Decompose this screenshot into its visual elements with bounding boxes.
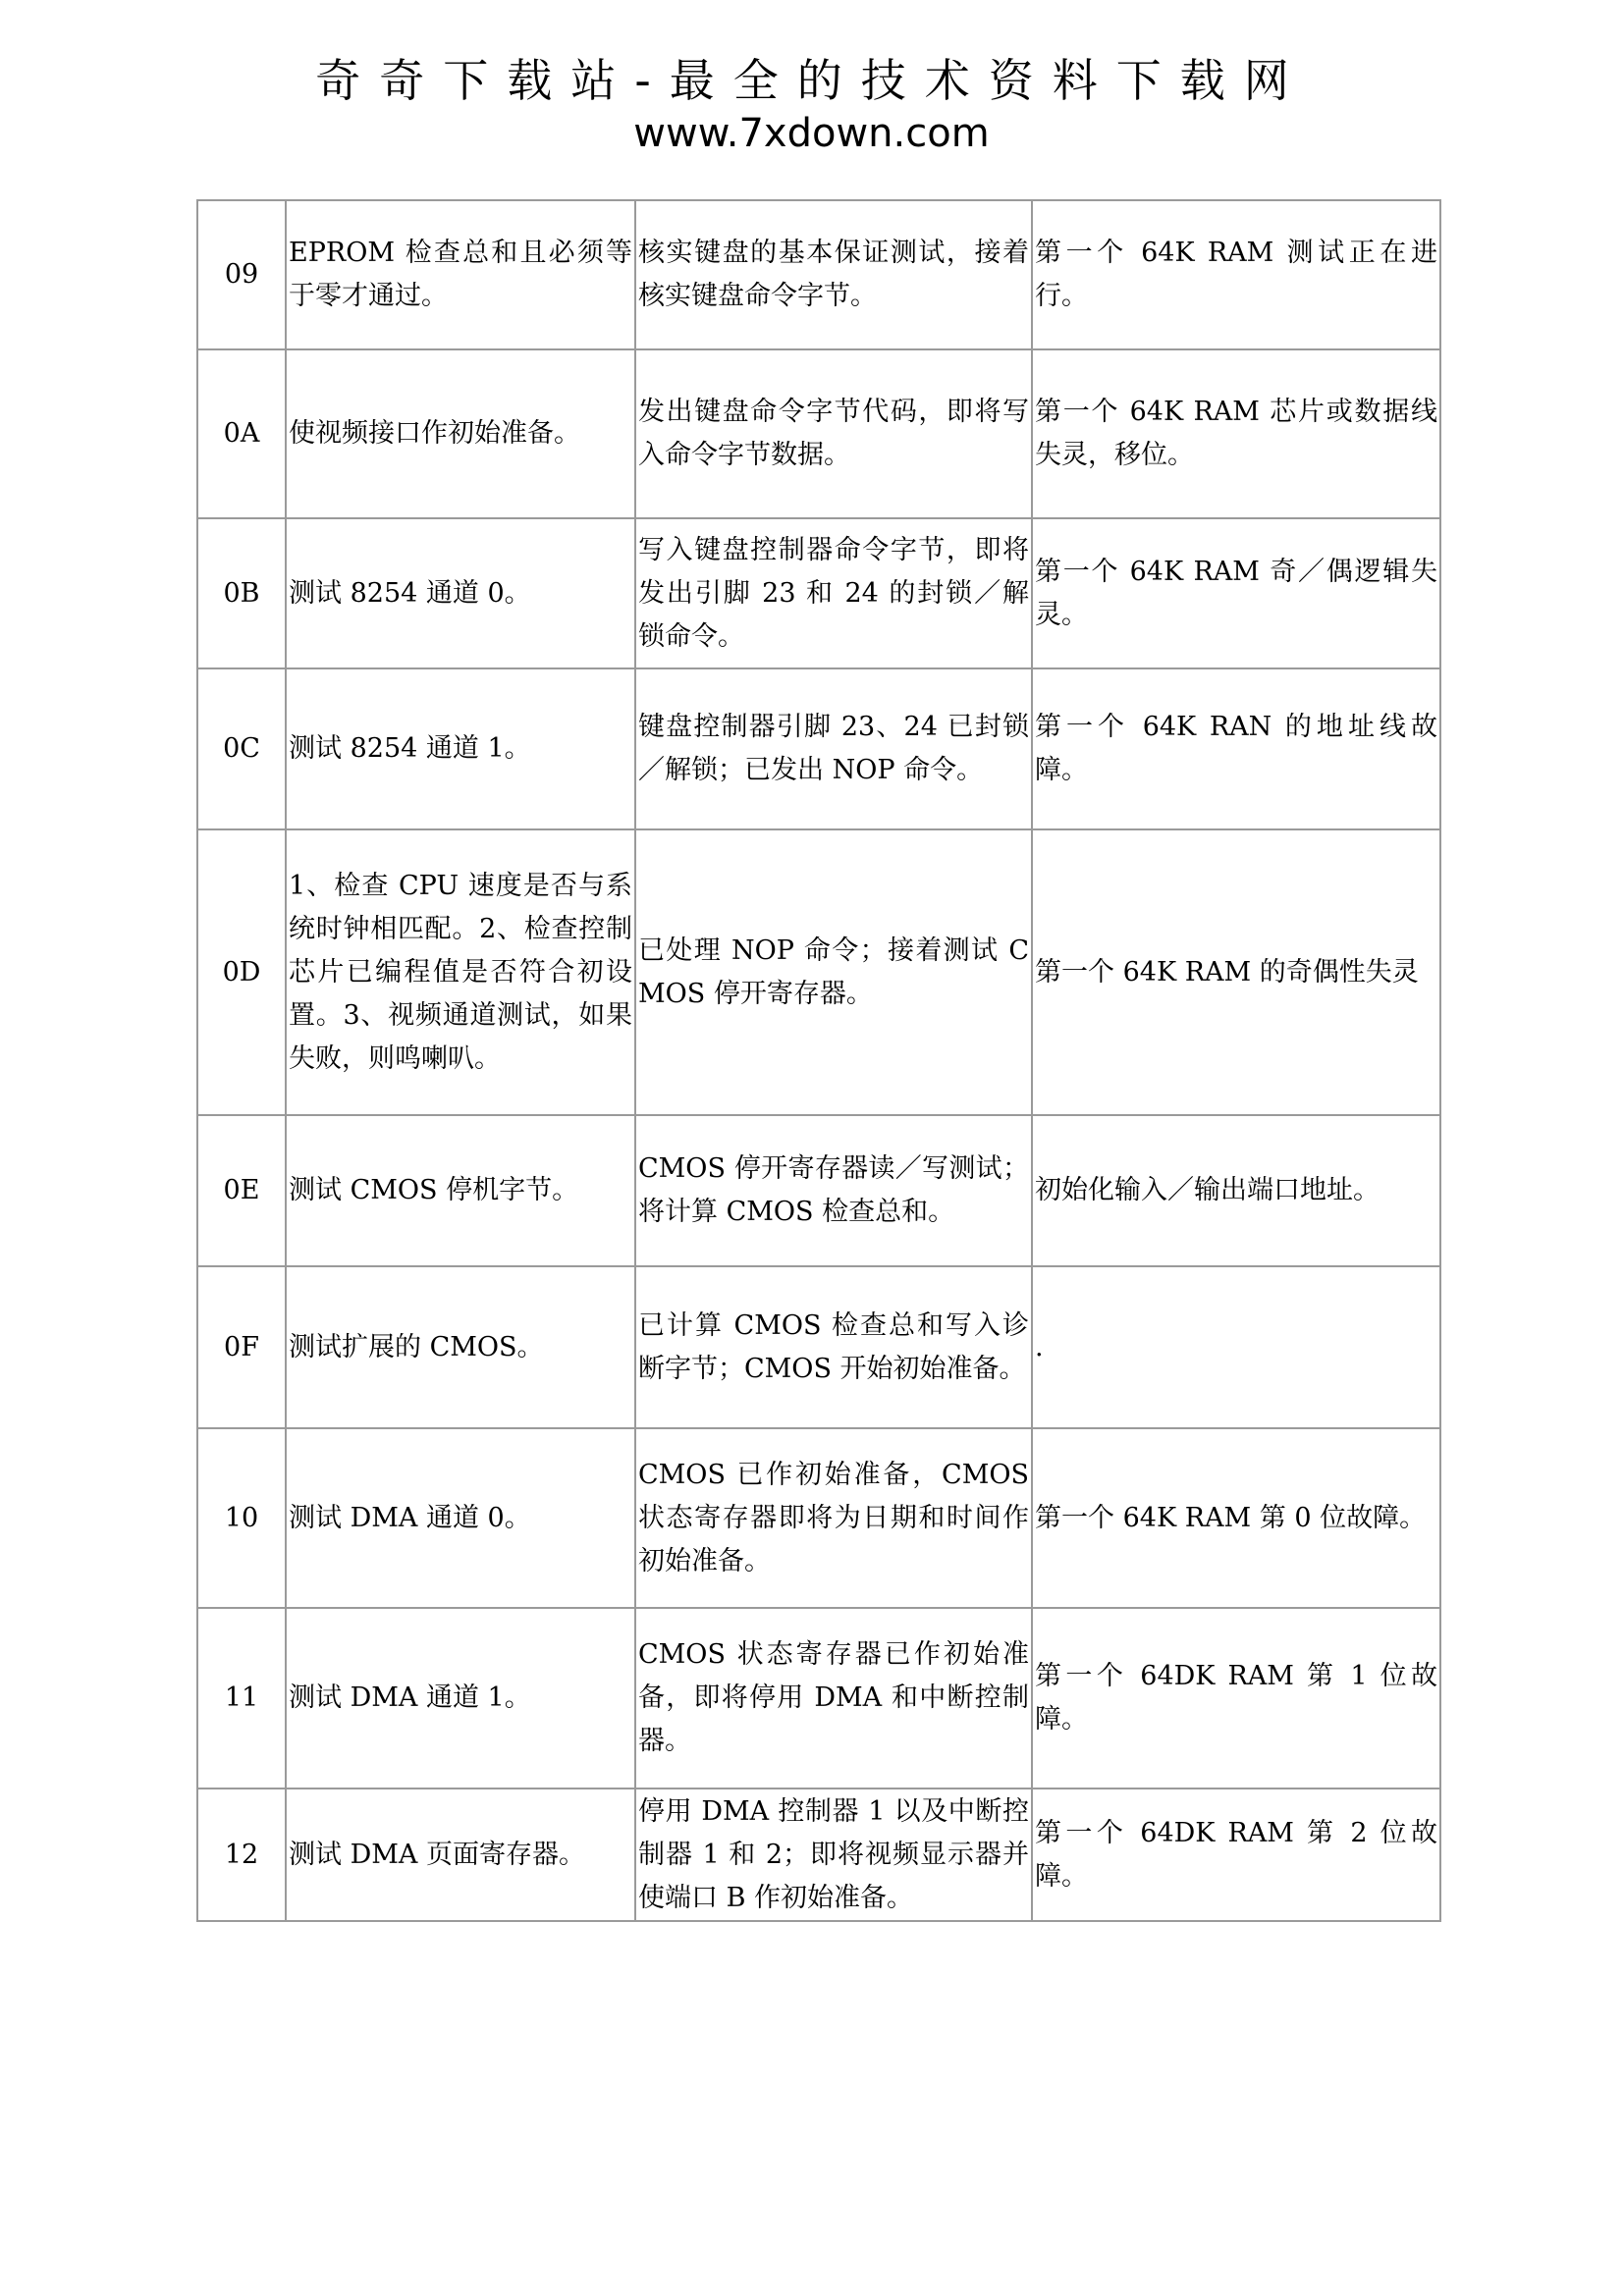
code-cell: 0C	[197, 668, 286, 829]
code-cell: 0B	[197, 518, 286, 668]
code-cell: 10	[197, 1428, 286, 1608]
table-row	[197, 1115, 1440, 1266]
description-cell: 使视频接口作初始准备。	[286, 349, 635, 518]
fault-cell: 第一个 64DK RAM 第 2 位故障。	[1032, 1789, 1440, 1921]
code-cell: 0E	[197, 1115, 286, 1266]
next-step-cell: CMOS 状态寄存器已作初始准备，即将停用 DMA 和中断控制器。	[635, 1608, 1032, 1789]
fault-cell: 初始化输入／输出端口地址。	[1032, 1115, 1440, 1266]
next-step-cell: 核实键盘的基本保证测试，接着核实键盘命令字节。	[635, 200, 1032, 349]
description-cell: 测试 DMA 通道 0。	[286, 1428, 635, 1608]
description-cell: 测试 8254 通道 1。	[286, 668, 635, 829]
fault-cell: 第一个 64K RAM 第 0 位故障。	[1032, 1428, 1440, 1608]
code-cell: 0F	[197, 1266, 286, 1428]
fault-cell: .	[1032, 1266, 1440, 1428]
fault-cell: 第一个 64K RAM 芯片或数据线失灵，移位。	[1032, 349, 1440, 518]
next-step-cell: 键盘控制器引脚 23、24 已封锁／解锁；已发出 NOP 命令。	[635, 668, 1032, 829]
fault-cell: 第一个 64K RAM 奇／偶逻辑失灵。	[1032, 518, 1440, 668]
next-step-cell: CMOS 已作初始准备，CMOS 状态寄存器即将为日期和时间作初始准备。	[635, 1428, 1032, 1608]
table-row	[197, 349, 1440, 518]
code-cell: 0D	[197, 829, 286, 1115]
description-cell: 测试 CMOS 停机字节。	[286, 1115, 635, 1266]
table-row	[197, 1428, 1440, 1608]
description-cell: EPROM 检查总和且必须等于零才通过。	[286, 200, 635, 349]
description-cell: 测试 DMA 页面寄存器。	[286, 1789, 635, 1921]
fault-cell: 第一个 64DK RAM 第 1 位故障。	[1032, 1608, 1440, 1789]
table-row	[197, 1266, 1440, 1428]
code-cell: 09	[197, 200, 286, 349]
description-cell: 1、检查 CPU 速度是否与系统时钟相匹配。2、检查控制芯片已编程值是否符合初设置。3、视频通道测试，如果失败，则鸣喇叭。	[286, 829, 635, 1115]
post-code-table	[196, 199, 1441, 1922]
fault-cell: 第一个 64K RAM 的奇偶性失灵	[1032, 829, 1440, 1115]
page-header-url: www.7xdown.com	[633, 111, 990, 156]
table-row	[197, 518, 1440, 668]
table-row	[197, 1608, 1440, 1789]
table-row	[197, 1789, 1440, 1921]
table-row	[197, 668, 1440, 829]
code-cell: 0A	[197, 349, 286, 518]
description-cell: 测试扩展的 CMOS。	[286, 1266, 635, 1428]
next-step-cell: 发出键盘命令字节代码，即将写入命令字节数据。	[635, 349, 1032, 518]
fault-cell: 第一个 64K RAM 测试正在进行。	[1032, 200, 1440, 349]
code-cell: 11	[197, 1608, 286, 1789]
next-step-cell: 写入键盘控制器命令字节，即将发出引脚 23 和 24 的封锁／解锁命令。	[635, 518, 1032, 668]
next-step-cell: 已计算 CMOS 检查总和写入诊断字节；CMOS 开始初始准备。	[635, 1266, 1032, 1428]
table-row	[197, 829, 1440, 1115]
description-cell: 测试 8254 通道 0。	[286, 518, 635, 668]
code-cell: 12	[197, 1789, 286, 1921]
page-header-title: 奇奇下载站-最全的技术资料下载网	[315, 54, 1308, 107]
next-step-cell: CMOS 停开寄存器读／写测试；将计算 CMOS 检查总和。	[635, 1115, 1032, 1266]
next-step-cell: 已处理 NOP 命令；接着测试 CMOS 停开寄存器。	[635, 829, 1032, 1115]
description-cell: 测试 DMA 通道 1。	[286, 1608, 635, 1789]
next-step-cell: 停用 DMA 控制器 1 以及中断控制器 1 和 2；即将视频显示器并使端口 B 作初始准备。	[635, 1789, 1032, 1921]
table-row	[197, 200, 1440, 349]
fault-cell: 第一个 64K RAN 的地址线故障。	[1032, 668, 1440, 829]
